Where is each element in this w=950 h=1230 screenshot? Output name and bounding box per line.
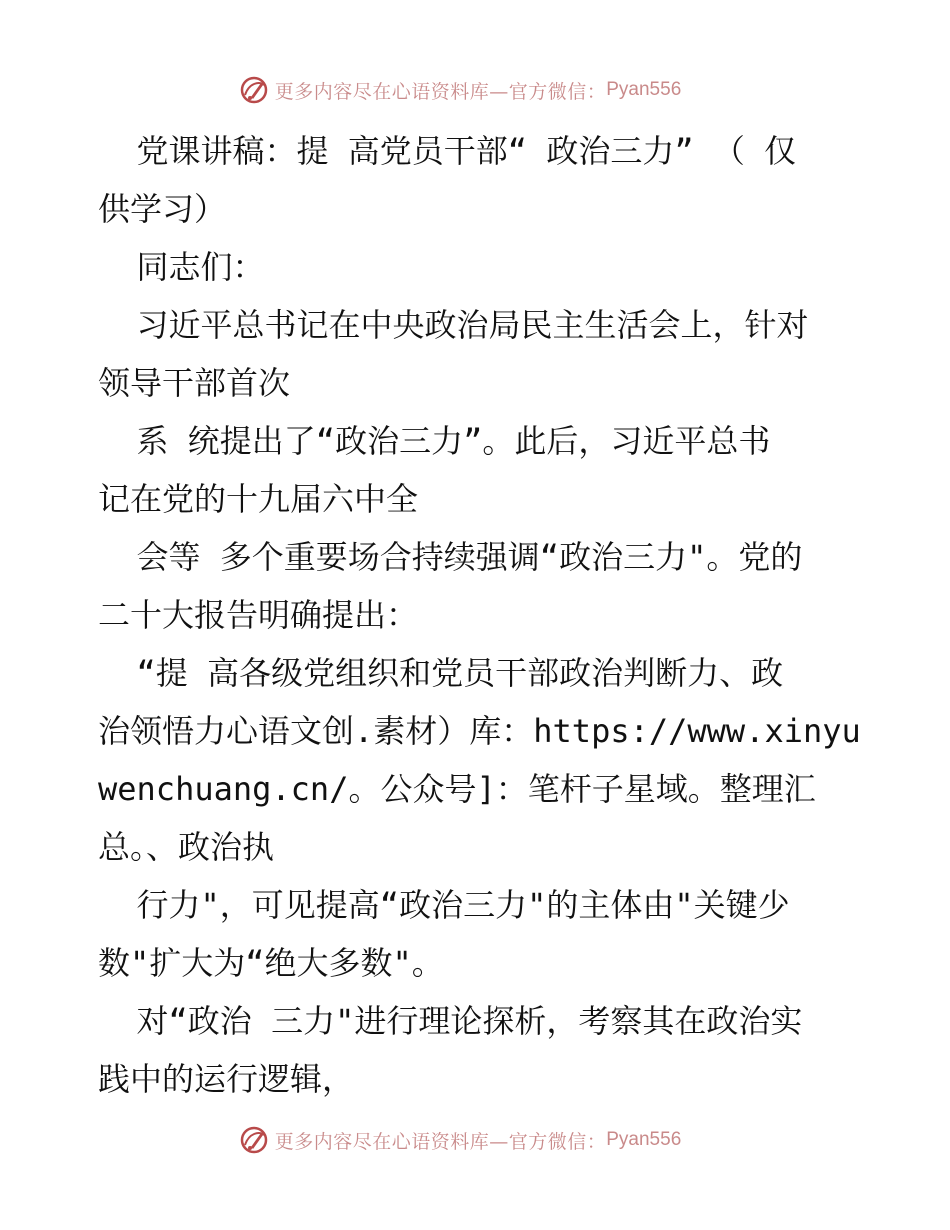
text-line: “提 高各级党组织和党员干部政治判断力、政 [98, 654, 784, 692]
text-line: 同志们： [98, 248, 265, 286]
wechat-id: Pyan556 [606, 1129, 682, 1150]
text-line: 治领悟力心语文创.素材）库：https://www.xinyu [98, 712, 861, 750]
text-line: 党课讲稿：提 高党员干部“ 政治三力” （ 仅 [98, 132, 797, 170]
text-line: wenchuang.cn/。公众号]：笔杆子星域。整理汇 [98, 770, 816, 808]
text-line: 供学习） [98, 190, 227, 228]
header-banner [0, 72, 950, 108]
text-line: 践中的运行逻辑， [98, 1060, 355, 1098]
text-line: 数"扩大为“绝大多数"。 [98, 944, 444, 982]
banner-text: 更多内容尽在心语资料库—官方微信： [274, 80, 607, 103]
pen-swirl-logo-icon [239, 75, 269, 105]
text-line: 行力"，可见提高“政治三力"的主体由"关键少 [98, 886, 790, 924]
text-line: 领导干部首次 [98, 364, 291, 402]
text-line: 对“政治 三力"进行理论探析，考察其在政治实 [98, 1002, 803, 1040]
wechat-id: Pyan556 [606, 79, 682, 100]
text-line: 二十大报告明确提出： [98, 596, 419, 634]
text-line: 习近平总书记在中央政治局民主生活会上，针对 [98, 306, 809, 344]
text-line: 总。、政治执 [98, 828, 275, 866]
text-line: 系 统提出了“政治三力”。此后，习近平总书 [98, 422, 771, 460]
banner-text: 更多内容尽在心语资料库—官方微信： [274, 1130, 607, 1153]
text-line: 会等 多个重要场合持续强调“政治三力"。党的 [98, 538, 803, 576]
document-body [98, 122, 861, 1108]
footer-banner [0, 1122, 950, 1158]
pen-swirl-logo-icon [239, 1125, 269, 1155]
text-line: 记在党的十九届六中全 [98, 480, 419, 518]
